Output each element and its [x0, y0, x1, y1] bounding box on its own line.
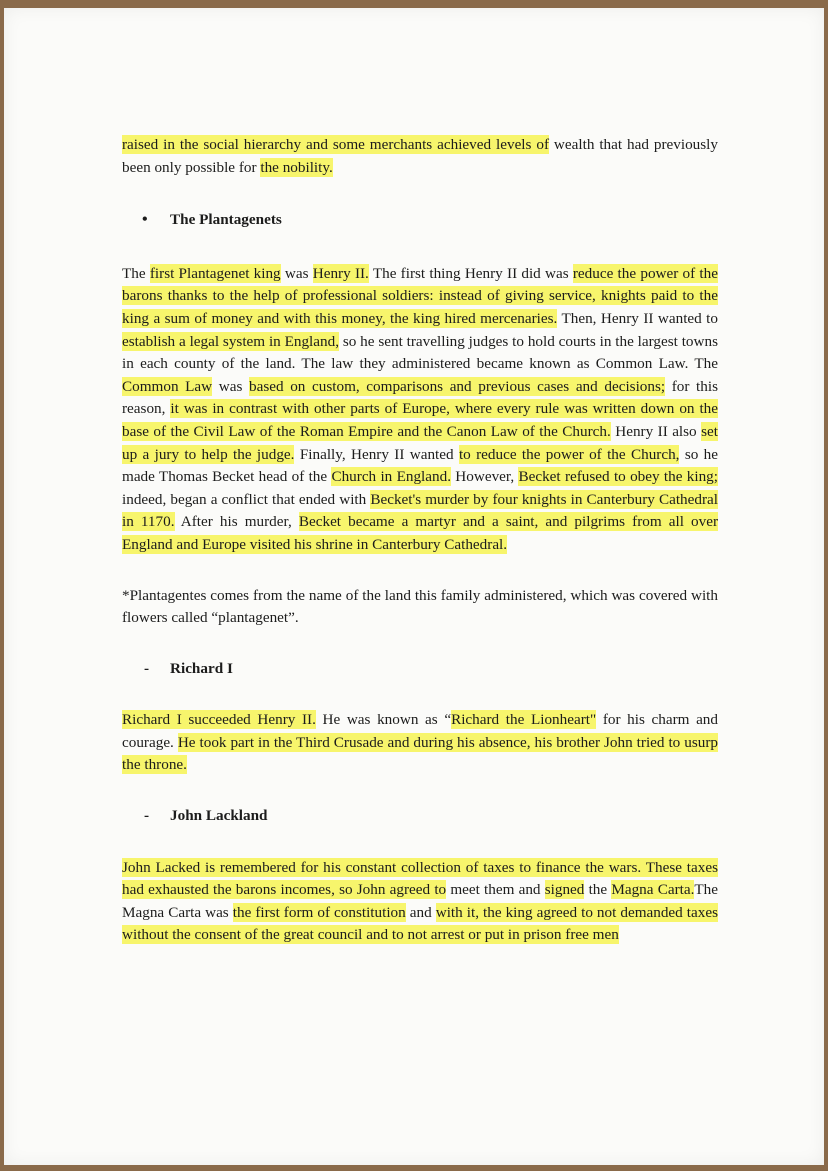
- text: The Magna Carta was: [122, 881, 719, 921]
- highlighted-text: Richard the Lionheart": [451, 711, 597, 729]
- highlighted-text: Henry II.: [312, 264, 369, 282]
- highlighted-text: He took part in the Third Crusade and during his absence, his brother John tried to usurp the throne.: [122, 733, 718, 774]
- text: wealth that had previously been only possible for: [122, 136, 718, 176]
- highlighted-text: Becket became a martyr and a saint, and pilgrims from all over England and Europe visited his shrine in Canterbury Cathedral.: [122, 513, 719, 553]
- section-heading-plantagenets: [142, 209, 718, 232]
- footnote: *Plantagentes comes from the name of the land this family administered, which was covered with flowers called “plantagenet”.: [122, 586, 718, 627]
- text: The first thing Henry II did was: [368, 264, 573, 282]
- text: After his murder,: [174, 513, 299, 531]
- text: was: [280, 264, 313, 282]
- highlighted-text: the first form of constitution: [232, 903, 406, 921]
- richard-paragraph: [122, 709, 718, 777]
- highlighted-text: the nobility.: [260, 158, 333, 176]
- highlighted-text: it was in contrast with other parts of Europe, where every rule was written down on the base of the Civil Law of the Roman Empire and the Canon Law of the Church.: [122, 400, 719, 440]
- highlighted-text: establish a legal system in England,: [122, 332, 339, 350]
- section-heading-title: John Lackland: [170, 807, 268, 825]
- section-heading-title: The Plantagenets: [170, 211, 282, 229]
- highlighted-text: Church in England.: [331, 468, 451, 486]
- text: indeed, began a conflict that ended with: [122, 490, 371, 508]
- highlighted-text: first Plantagenet king: [149, 264, 281, 282]
- john-paragraph: [122, 857, 718, 947]
- text: and: [405, 903, 436, 921]
- highlighted-text: Magna Carta.: [611, 881, 695, 899]
- section-heading-title: Richard I: [170, 659, 233, 677]
- dash-marker: -: [144, 659, 150, 677]
- highlighted-text: based on custom, comparisons and previous cases and decisions;: [249, 377, 666, 395]
- highlighted-text: reduce the power of the barons thanks to the help of professional soldiers: instead of giving service, knights paid to the king a sum of money and with this money, the king hired mercenaries.: [122, 264, 718, 327]
- text: Then, Henry II wanted to: [557, 309, 718, 327]
- highlighted-text: with it, the king agreed to not demanded taxes without the consent of the great council and to not arrest or put in prison free men: [122, 903, 718, 944]
- text: However,: [451, 468, 519, 486]
- text: for this reason,: [122, 377, 718, 418]
- plantagenets-paragraph: [122, 263, 718, 557]
- document-body: [122, 134, 718, 947]
- highlighted-text: John Lacked is remembered for his constant collection of taxes to finance the wars. These taxes had exhausted the barons incomes, so John agreed to: [122, 858, 718, 899]
- text: Finally, Henry II wanted: [294, 445, 459, 463]
- text: for his charm and courage.: [122, 711, 718, 751]
- text: the: [584, 881, 612, 899]
- text: He was known as “: [315, 711, 452, 729]
- highlighted-text: signed: [544, 881, 585, 899]
- paper-sheet: [4, 8, 824, 1165]
- text: The: [122, 264, 150, 282]
- text: meet them and: [446, 881, 545, 899]
- text: Henry II also: [610, 422, 702, 440]
- text: so he sent travelling judges to hold courts in the largest towns in each county of the land. The law they administered became known as Common Law. The: [122, 332, 718, 373]
- highlighted-text: Common Law: [122, 377, 213, 395]
- text: was: [212, 377, 250, 395]
- intro-paragraph: [122, 134, 718, 179]
- highlighted-text: set up a jury to help the judge.: [122, 422, 718, 463]
- bullet-icon: •: [142, 211, 148, 229]
- highlighted-text: Becket refused to obey the king;: [518, 468, 718, 486]
- highlighted-text: Becket's murder by four knights in Canterbury Cathedral in 1170.: [122, 490, 718, 531]
- highlighted-text: to reduce the power of the Church,: [458, 445, 680, 463]
- section-heading-richard: [144, 658, 718, 681]
- text: so he made Thomas Becket head of the: [122, 445, 718, 486]
- dash-marker: -: [144, 807, 150, 825]
- highlighted-text: Richard I succeeded Henry II.: [122, 711, 316, 729]
- section-heading-john: [144, 805, 718, 828]
- highlighted-text: raised in the social hierarchy and some merchants achieved levels of: [122, 136, 550, 153]
